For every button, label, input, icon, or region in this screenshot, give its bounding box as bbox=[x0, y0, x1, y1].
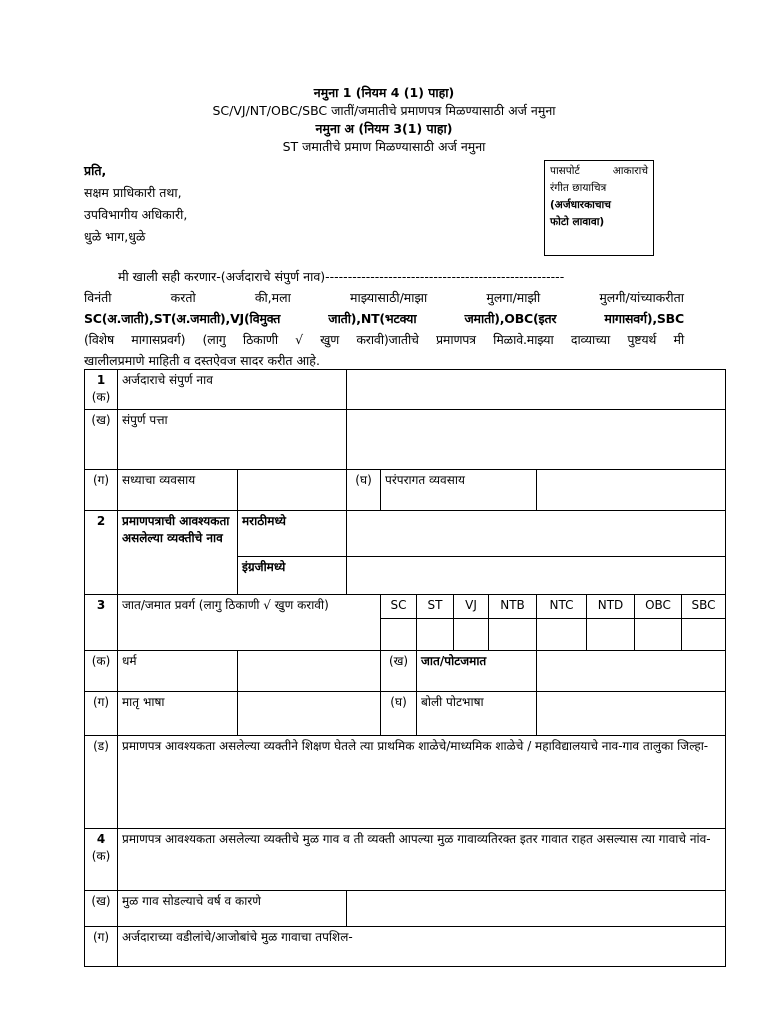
row-number bbox=[85, 370, 118, 410]
checkbox-sbc[interactable] bbox=[682, 619, 726, 651]
table-row bbox=[85, 651, 726, 692]
row-3-sub-gh: (घ) bbox=[381, 692, 417, 736]
checkbox-obc[interactable] bbox=[635, 619, 682, 651]
school-details-field[interactable]: प्रमाणपत्र आवश्यकता असलेल्या व्यक्तीने शिक्षण घेतले त्या प्राथमिक शाळेचे/माध्यमिक शाळेचे / महाविद्यालयाचे नाव-गाव तालुका जिल्हा- bbox=[118, 736, 726, 829]
mother-tongue-field[interactable] bbox=[238, 692, 381, 736]
addressee-line-1: सक्षम प्राधिकारी तथा, bbox=[84, 185, 182, 200]
category-ntb: NTB bbox=[489, 595, 537, 619]
category-sbc: SBC bbox=[682, 595, 726, 619]
table-row bbox=[85, 927, 726, 967]
photo-box[interactable] bbox=[544, 160, 654, 256]
category-obc: OBC bbox=[635, 595, 682, 619]
table-row bbox=[85, 511, 726, 557]
photo-box-line-1: पासपोर्ट आकाराचे bbox=[550, 165, 648, 177]
checkbox-st[interactable] bbox=[417, 619, 454, 651]
sub-caste-field[interactable] bbox=[537, 651, 726, 692]
category-sc: SC bbox=[381, 595, 417, 619]
photo-box-line-3: (अर्जधारकाचाच bbox=[550, 199, 611, 211]
photo-box-line-2: रंगीत छायाचित्र bbox=[550, 182, 607, 194]
form-number-heading: नमुना 1 (नियम 4 (1) पाहा) bbox=[313, 85, 455, 100]
applicant-name-label: अर्जदाराचे संपुर्ण नाव bbox=[118, 370, 347, 410]
name-in-english-label: इंग्रजीमध्ये bbox=[238, 557, 347, 595]
address-field[interactable] bbox=[347, 410, 726, 470]
category-ntc: NTC bbox=[537, 595, 587, 619]
applicant-name-field[interactable] bbox=[347, 370, 726, 410]
religion-label: धर्म bbox=[118, 651, 238, 692]
row-3-sub-kh: (ख) bbox=[381, 651, 417, 692]
intro-line-1: मी खाली सही करणार-(अर्जदाराचे संपुर्ण नाव)----------------------------------------------------- bbox=[118, 269, 565, 284]
table-row bbox=[85, 595, 726, 619]
category-st: ST bbox=[417, 595, 454, 619]
address-label: संपुर्ण पत्ता bbox=[118, 410, 347, 470]
intro-line-5: खालीलप्रमाणे माहिती व दस्तऐवज सादर करीत आहे. bbox=[84, 353, 320, 368]
addressee-block bbox=[84, 160, 187, 248]
table-row bbox=[85, 891, 726, 927]
village-left-label: मुळ गाव सोडल्याचे वर्ष व कारणे bbox=[118, 891, 347, 927]
row-2-number: 2 bbox=[85, 511, 118, 595]
name-in-english-field[interactable] bbox=[347, 557, 726, 595]
row-1-number: 1 bbox=[96, 373, 106, 387]
form-title-sc-vj-nt: SC/VJ/NT/OBC/SBC जातीं/जमातीचे प्रमाणपत्र मिळण्यासाठी अर्ज नमुना bbox=[212, 103, 556, 118]
form-a-heading: नमुना अ (नियम 3(1) पाहा) bbox=[315, 121, 453, 136]
row-4-number: 4 bbox=[96, 832, 106, 846]
form-title-st: ST जमातीचे प्रमाण मिळण्यासाठी अर्ज नमुना bbox=[282, 139, 486, 154]
row-3-sub-k: (क) bbox=[85, 651, 118, 692]
table-row bbox=[85, 370, 726, 410]
addressee-to: प्रति, bbox=[84, 163, 107, 178]
row-sub-gh: (घ) bbox=[347, 470, 381, 511]
row-1-sub: (क) bbox=[91, 390, 111, 404]
table-row bbox=[85, 736, 726, 829]
checkbox-sc[interactable] bbox=[381, 619, 417, 651]
native-village-field[interactable]: प्रमाणपत्र आवश्यकता असलेल्या व्यक्तीचे मुळ गाव व ती व्यक्ती आपल्या मुळ गावाव्यतिरक्त इतर गावात राहत असल्यास त्या गावाचे नांव- bbox=[118, 829, 726, 891]
category-vj: VJ bbox=[454, 595, 489, 619]
table-row bbox=[85, 829, 726, 891]
traditional-occupation-field[interactable] bbox=[537, 470, 726, 511]
checkbox-ntc[interactable] bbox=[537, 619, 587, 651]
traditional-occupation-label: परंपरागत व्यवसाय bbox=[381, 470, 537, 511]
photo-box-line-4: फोटो लावावा) bbox=[550, 216, 605, 228]
checkbox-ntd[interactable] bbox=[587, 619, 635, 651]
row-sub-kh: (ख) bbox=[85, 410, 118, 470]
sub-caste-label: जात/पोटजमात bbox=[417, 651, 537, 692]
intro-line-3: SC(अ.जाती),ST(अ.जमाती),VJ(विमुक्त जाती),NT(भटक्या जमाती),OBC(इतर मागासवर्ग),SBC bbox=[84, 311, 684, 326]
row-3-number: 3 bbox=[85, 595, 118, 651]
category-ntd: NTD bbox=[587, 595, 635, 619]
addressee-line-3: धुळे भाग,धुळे bbox=[84, 229, 146, 244]
table-row bbox=[85, 692, 726, 736]
row-number bbox=[85, 829, 118, 891]
dialect-field[interactable] bbox=[537, 692, 726, 736]
addressee-line-2: उपविभागीय अधिकारी, bbox=[84, 207, 188, 222]
mother-tongue-label: मातृ भाषा bbox=[118, 692, 238, 736]
name-in-marathi-label: मराठीमध्ये bbox=[238, 511, 347, 557]
name-in-marathi-field[interactable] bbox=[347, 511, 726, 557]
row-sub-g: (ग) bbox=[85, 470, 118, 511]
intro-line-2: विनंती करतो की,मला माझ्यासाठी/माझा मुलगा/माझी मुलगी/यांच्याकरीता bbox=[84, 290, 684, 305]
person-name-label: प्रमाणपत्राची आवश्यकता असलेल्या व्यक्तीचे नाव bbox=[118, 511, 238, 595]
ancestral-village-field[interactable]: अर्जदाराच्या वडीलांचे/आजोबांचे मुळ गावाचा तपशिल- bbox=[118, 927, 726, 967]
caste-category-label: जात/जमात प्रवर्ग (लागु ठिकाणी √ खुण करावी) bbox=[118, 595, 381, 651]
row-4-sub: (क) bbox=[91, 849, 111, 863]
current-occupation-label: सध्याचा व्यवसाय bbox=[118, 470, 238, 511]
row-3-sub-g: (ग) bbox=[85, 692, 118, 736]
checkbox-ntb[interactable] bbox=[489, 619, 537, 651]
table-row bbox=[85, 410, 726, 470]
table-row bbox=[85, 470, 726, 511]
checkbox-vj[interactable] bbox=[454, 619, 489, 651]
row-3-sub-d: (ड) bbox=[85, 736, 118, 829]
row-4-sub-kh: (ख) bbox=[85, 891, 118, 927]
row-4-sub-g: (ग) bbox=[85, 927, 118, 967]
application-form-table bbox=[84, 369, 726, 967]
dialect-label: बोली पोटभाषा bbox=[417, 692, 537, 736]
current-occupation-field[interactable] bbox=[238, 470, 347, 511]
religion-field[interactable] bbox=[238, 651, 381, 692]
intro-line-4: (विशेष मागासप्रवर्ग) (लागु ठिकाणी √ खुण करावी)जातीचे प्रमाणपत्र मिळावे.माझ्या दाव्याच्या पुष्टयर्थ मी bbox=[84, 332, 684, 347]
village-left-field[interactable] bbox=[347, 891, 726, 927]
